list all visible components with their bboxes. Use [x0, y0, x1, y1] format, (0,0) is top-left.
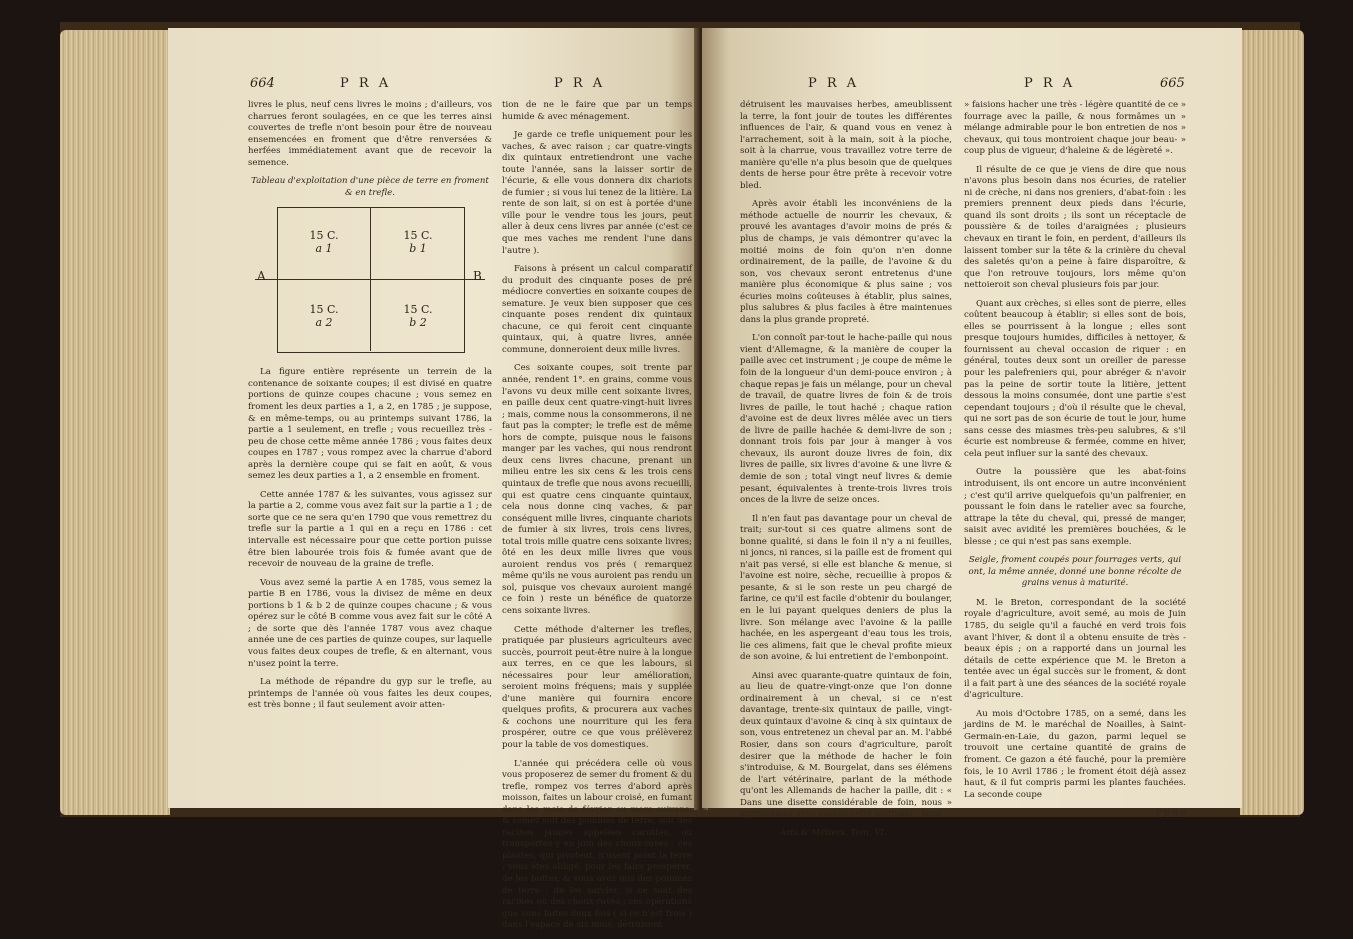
paragraph: Je garde ce trefle uniquement pour les vaches, & avec raison ; car quatre-vingts dix quintaux entretiendront une vache toute l'année, sans la laisser sortir de l'écurie, & elle vous donnera dix chariots de fumier ; si vous lui tenez de la litière. La rente de son lait, si on est à portée d'une ville pour le vendre tous les jours, peut aller à deux cens livres par année (c'est ce que mes vaches me rendent l'une dans l'autre ). — [502, 130, 692, 256]
diagram-cell-a2 — [289, 303, 359, 329]
right-column-1 — [740, 100, 952, 846]
paragraph: Quant aux crèches, si elles sont de pierre, elles coûtent beaucoup à établir; si elles sont de bois, elles se pourrissent à la longue ; elles sont presque toujours humides, difficiles à nettoyer, & fournissent au cheval occasion de riquer : en général, toutes deux sont un oreiller de paresse pour les palefreniers qui, pour abréger & n'avoir pas la peine de sortir toute la litière, jettent dessous la moins consumée, dont une partie s'est cependant toujours ; d'où il résulte que le cheval, qui ne sort pas de son écurie de tout le jour, hume sans cesse des miasmes très-peu salubres, & s'il écurie est nombreuse & fermée, comme en hiver, cela peut influer sur la santé des chevaux. — [964, 298, 1186, 459]
running-header-left-col2: P R A — [554, 76, 606, 91]
cell-lot: b 1 — [409, 242, 427, 256]
paragraph: Après avoir établi les inconvéniens de la méthode actuelle de nourrir les chevaux, & prouvé les avantages d'avoir moins de prés & plus de champs, je vais démontrer qu'avec la moitié moins de foin qu'on n'en donne ordinairement, de la paille, de l'avoine & du son, vos chevaux seront entretenus d'une manière plus économique & plus saine ; vos écuries moins coûteuses à établir, plus saines, plus salubres & plus faciles à être maintenues dans la plus grande propreté. — [740, 199, 952, 325]
right-page — [702, 28, 1242, 838]
paragraph: Cette méthode d'alterner les trefles, pratiquée par plusieurs agriculteurs avec succès, pourroit peut-être nuire à la longue aux terres, en ce que les labours, si nécessaires pour leur amélioration, seroient moins fréquens; mais y supplée d'une manière qui fournira encore quelques profits, & procurera aux vaches & cochons une nourriture qui les fera prospérer, outre ce que vous prélèverez pour la table de vos domestiques. — [502, 624, 692, 750]
left-page — [168, 28, 700, 931]
paragraph: M. le Breton, correspondant de la société royale d'agriculture, avoit semé, au mois de Juin 1785, du seigle qu'il a fauché en verd trois fois avant l'hiver, & dont il a obtenu ensuite de très - beaux épis ; on a rapporté dans un journal les détails de cette expérience que M. le Breton a tentée avec un égal succès sur le froment, & dont il a fait part à une des séances de la société royale d'agriculture. — [964, 597, 1186, 701]
paragraph: tion de ne le faire que par un temps humide & avec ménagement. — [502, 100, 692, 122]
field-diagram — [255, 207, 485, 355]
paragraph: Outre la poussière que les abat-foins introduisent, ils ont encore un autre inconvénient ; c'est qu'il arrive quelquefois qu'un palfrenier, en poussant le foin dans le ratelier avec sa fourche, attrape la tête du cheval, qui, pressé de manger, saisit avec avidité les premières bouchées, & le blesse ; ce qui n'est pas sans exemple. — [964, 467, 1186, 547]
paragraph: Il résulte de ce que je viens de dire que nous n'avons plus besoin dans nos écuries, de ratelier ni de crèche, ni dans nos greniers, d'abat-foin : les premiers prennent deux pieds dans l'écurie, quand ils sont droits ; ils sont un réceptacle de poussière & de toiles d'araignées ; plusieurs chevaux en tirant le foin, en perdent, d'ailleurs ils laissent tomber sur la tête & la crinière du cheval des saletés qu'on a peine à faire disparoître, & que l'on retrouve toujours, lors même qu'on nettoieroit son cheval plusieurs fois par jour. — [964, 164, 1186, 291]
table-caption: Tableau d'exploitation d'une pièce de terre en froment & en trefle. — [251, 176, 489, 198]
volume-signature: Arts & Métiers. Tom. VI. — [780, 827, 887, 838]
paragraph: Au mois d'Octobre 1785, on a semé, dans les jardins de M. le maréchal de Noailles, à Saint-Germain-en-Laie, du gazon, parmi lequel se trouvoit une certaine quantité de grains de froment. Ce gazon a été fauché, pour la première fois, le 10 Avril 1786 ; le froment étoit déjà assez haut, & il fut compris parmi les plantes fauchées. La seconde coupe — [964, 708, 1186, 800]
gathering-signature: P p p p — [1155, 808, 1186, 819]
paragraph: détruisent les mauvaises herbes, ameublissent la terre, la font jouir de toutes les différentes influences de l'air, & quand vous en venez à l'arrachement, soit à la main, soit à la pioche, soit à la charrue, vous travaillez votre terre de manière qu'elle n'a plus besoin que de quelques dents de herse pour être prête à recevoir votre bled. — [740, 100, 952, 191]
diagram-divider-horizontal — [255, 279, 485, 280]
cell-lot: b 2 — [409, 316, 427, 330]
paragraph: livres le plus, neuf cens livres le moins ; d'ailleurs, vos charrues feront soulagées, en ce que les terres ainsi couvertes de trefle n'ont besoin pour être de nouveau ensemencées en froment que d'être renversées & herfées immédiatement avant que de recevoir la semence. — [248, 100, 492, 168]
book-edge-left — [60, 30, 170, 815]
left-column-2 — [502, 100, 692, 939]
paragraph: L'année qui précédera celle où vous vous proposerez de semer du froment & du trefle, rompez vos terres d'abord après moisson, faites un labour croisé, en fumant dans les mois de février ou mars suivans, & semez soit des pommes de terre, soit des racines jaunes appelées carottes, ou transportez-y en juin des choux-raves : ces plantes, qui pivotent, n'usent point la terre ; vous êtes obligé, pour les faire prospérer, de les butter, & vous avez mis des pommes de terre ; de les sarcler, si ce sont des racines ou des choux-raves ; ces opérations que vous faites deux fois ( si ce n'est trois ) dans l'espace de six mois, détruisent — [502, 758, 692, 931]
paragraph: Faisons à présent un calcul comparatif du produit des cinquante poses de pré médiocre converties en soixante coupes de semature. Je veux bien supposer que ces cinquante poses rendent dix quintaux chacune, ce qui feroit cent cinquante quintaux, qui, à quatre livres, année commune, donneroient deux mille livres. — [502, 264, 692, 355]
quotation: » faisions hacher une très - légère quantité de ce » fourrage avec la paille, & nous formâmes un » mélange admirable pour le bon entretien de nos » chevaux, qui tous montroient chaque jour beau- » coup plus de vigueur, d'haleine & de légèreté ». — [964, 100, 1187, 157]
cell-value: 15 C. — [309, 303, 339, 317]
diagram-label-b: B — [473, 269, 482, 284]
left-column-1 — [248, 100, 492, 719]
paragraph: Vous avez semé la partie A en 1785, vous semez la partie B en 1786, vous la divisez de même en deux portions b 1 & b 2 de quinze coupes chacune ; & vous opérez sur le côté B comme vous avez fait sur le côté A ; de sorte que dès l'année 1787 vous avez chaque année une de ces parties de quinze coupes, sur laquelle vous faites deux coupes de trefle, & en alternant, vous n'usez point la terre. — [248, 577, 492, 669]
cell-value: 15 C. — [403, 229, 433, 243]
page-number-left: 664 — [250, 76, 275, 91]
book-edge-right — [1240, 30, 1304, 815]
cell-value: 15 C. — [309, 229, 339, 243]
diagram-cell-b2 — [383, 303, 453, 329]
paragraph: Ainsi avec quarante-quatre quintaux de foin, au lieu de quatre-vingt-onze que l'on donne ordinairement à un cheval, si ce n'est davantage, trente-six quintaux de paille, vingt-deux quintaux d'avoine & cinq à six quintaux de son, vous entretenez un cheval par an. M. l'abbé Rosier, dans son cours d'agriculture, paroît desirer que la méthode de hacher le foin s'introduise, & M. Bourgelat, dans ses élémens de l'art vétérinaire, parlant de la méthode qu'ont les Allemands de hacher la paille, dit : « Dans une disette considérable de foin, nous » éprouvâmes avec succès cette méthode : nous — [740, 670, 952, 820]
page-number-right: 665 — [1160, 76, 1185, 91]
diagram-cell-a1 — [289, 229, 359, 255]
running-header-left: P R A — [340, 76, 392, 91]
cell-value: 15 C. — [403, 303, 433, 317]
paragraph: La méthode de répandre du gyp sur le trefle, au printemps de l'année où vous faites les deux coupes, est très bonne ; il faut seulement avoir atten- — [248, 677, 492, 711]
running-header-right-col2: P R A — [1024, 76, 1076, 91]
running-header-right: P R A — [808, 76, 860, 91]
cell-lot: a 2 — [315, 316, 333, 330]
diagram-cell-b1 — [383, 229, 453, 255]
cell-lot: a 1 — [315, 242, 333, 256]
paragraph: Cette année 1787 & les suivantes, vous agissez sur la partie a 2, comme vous avez fait sur la partie a 1 ; de sorte que ce ne sera qu'en 1790 que vous remettrez du trefle sur la partie a 1 qui en a reçu en 1786 : cet intervalle est nécessaire pour que cette portion puisse être bien labourée trois fois & fumée avant que de recevoir de nouveau de la graine de trefle. — [248, 489, 492, 570]
right-column-2 — [964, 100, 1186, 827]
paragraph: Ces soixante coupes, soit trente par année, rendent 1°. en grains, comme vous l'avons vu deux mille cent soixante livres, en paille deux cent quatre-vingt-huit livres ; mais, comme nous la consommerons, il ne faut pas la compter; le trefle est de même hors de compte, puisque nous le faisons manger par les vaches, qui nous rendront deux cens livres chacune, prenant un milieu entre les six cens & les trois cens quintaux de trefle que nous avons recueilli, qui est quatre cens cinquante quintaux, cela nous donne cinq vaches, & par conséquent mille livres, cinquante chariots de fumier à six livres, trois cens livres, total trois mille quatre cens soixante livres; ôté en les deux mille livres que vous auroient rendus vos prés ( remarquez même qu'ils ne vous auroient pas rendu un sol, puisque vos chevaux auroient mangé ce foin ) reste un bénéfice de quatorze cens soixante livres. — [502, 363, 692, 616]
paragraph: L'on connoît par-tout le hache-paille qui nous vient d'Allemagne, & la manière de couper la paille avec cet instrument ; je coupe de même le foin de la longueur d'un demi-pouce environ ; à chaque repas je fais un mélange, pour un cheval de travail, de quatre livres de foin & de trois livres de paille, le tout haché ; chaque ration d'avoine est de deux livres mêlée avec un tiers de livre de paille hachée & demi-livre de son ; donnant trois fois par jour à manger à vos chevaux, ils auront douze livres de foin, dix livres de paille, six livres d'avoine & une livre & demie de son ; total vingt neuf livres & demie pesant, équivalentes à trente-trois livres trois onces de la livre de seize onces. — [740, 333, 952, 506]
diagram-label-a: A — [257, 269, 266, 284]
paragraph: La figure entière représente un terrein de la contenance de soixante coupes; il est divisé en quatre portions de quinze coupes chacune ; vous semez en froment les deux parties a 1, a 2, en 1785 ; je suppose, & en même-temps, ou au printemps suivant 1786, la partie a 1 seulement, en trefle ; vous recueillez très - peu de chose cette même année 1786 ; vous faites deux coupes en 1787 ; vous rompez avec la charrue d'abord après la dernière coupe qui se fait en août, & vous semez les deux parties a 1, a 2 ensemble en froment. — [248, 367, 492, 482]
paragraph: Il n'en faut pas davantage pour un cheval de trait; sur-tout si ces quatre alimens sont de bonne qualité, si dans le foin il n'y a ni feuilles, ni joncs, ni rances, si la paille est de froment qui n'ait pas versé, si elle est blanche & menue, si l'avoine est noire, sèche, recueillie à propos & pesante, & si le son reste un peu chargé de farine, ce qu'il est facile d'obtenir du boulanger, en le lui payant quelques deniers de plus la livre. Son mélange avec l'avoine & la paille hachée, en les aspergeant d'eau tous les trois, lie ces alimens, fait que le cheval profite mieux de son avoine, & lui entretient de l'embonpoint. — [740, 513, 953, 663]
section-heading: Seigle, froment coupés pour fourrages verts, qui ont, la même année, donné une bonne récolte de grains venus à maturité. — [968, 555, 1182, 589]
